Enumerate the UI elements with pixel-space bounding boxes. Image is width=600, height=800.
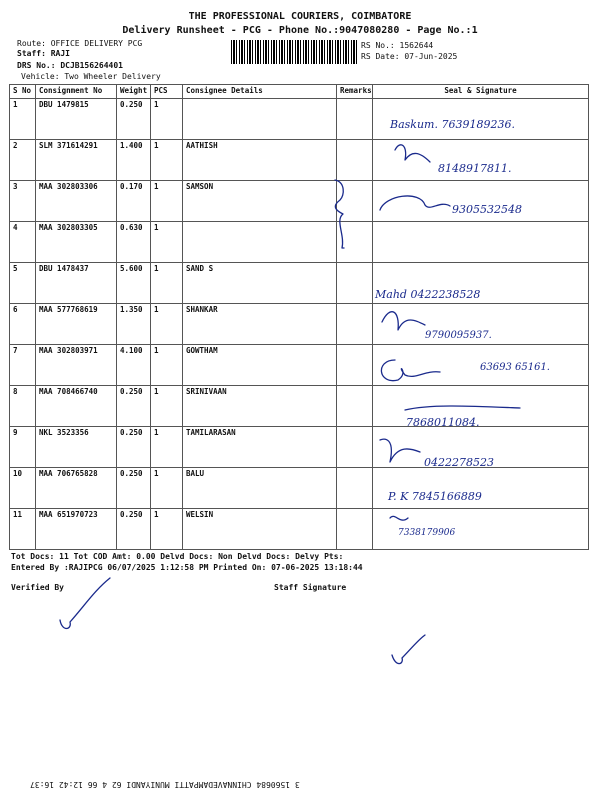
cell-weight: 0.170 [117, 181, 151, 222]
cell-weight: 0.250 [117, 509, 151, 550]
col-consignment: Consignment No [36, 85, 117, 99]
cell-pcs: 1 [151, 304, 183, 345]
cell-weight: 1.400 [117, 140, 151, 181]
signature-scribble-row-7 [381, 360, 440, 381]
cell-pcs: 1 [151, 386, 183, 427]
cell-consignment: SLM 371614291 [36, 140, 117, 181]
verified-tick [60, 578, 110, 629]
cell-pcs: 1 [151, 345, 183, 386]
cell-sno: 10 [10, 468, 36, 509]
cell-weight: 4.100 [117, 345, 151, 386]
signature-row-10: P. K 7845166889 [388, 490, 482, 503]
signature-strike-row-8 [405, 406, 520, 410]
signature-scribble-row-3 [380, 196, 450, 210]
signature-row-6: 9790095937. [425, 330, 492, 341]
cell-weight: 0.250 [117, 99, 151, 140]
staff-signature-label: Staff Signature [274, 583, 347, 592]
cell-weight: 0.250 [117, 468, 151, 509]
cell-consignee: SAND S [183, 263, 337, 304]
cell-sno: 3 [10, 181, 36, 222]
signature-scribble-row-9 [380, 439, 420, 462]
staff-label: Staff: RAJI [17, 49, 70, 58]
cell-consignment: MAA 706765828 [36, 468, 117, 509]
cell-consignment: MAA 577768619 [36, 304, 117, 345]
cell-consignee: WELSIN [183, 509, 337, 550]
cell-consignee: GOWTHAM [183, 345, 337, 386]
cell-consignee: TAMILARASAN [183, 427, 337, 468]
cell-consignee: SHANKAR [183, 304, 337, 345]
cell-sno: 8 [10, 386, 36, 427]
rs-date: RS Date: 07-Jun-2025 [361, 52, 458, 61]
col-weight: Weight [117, 85, 151, 99]
cell-pcs: 1 [151, 427, 183, 468]
signature-scribble-row-6 [382, 312, 425, 330]
cell-sno: 1 [10, 99, 36, 140]
cell-sno: 6 [10, 304, 36, 345]
staff-tick [392, 635, 425, 664]
drs-number: DRS No.: DCJB156264401 [17, 61, 123, 70]
cell-consignment: NKL 3523356 [36, 427, 117, 468]
cell-weight: 0.630 [117, 222, 151, 263]
cell-weight: 1.350 [117, 304, 151, 345]
cell-pcs: 1 [151, 263, 183, 304]
signature-scribble-row-11 [390, 516, 408, 520]
cell-consignee: BALU [183, 468, 337, 509]
cell-consignee: SRINIVAAN [183, 386, 337, 427]
cell-pcs: 1 [151, 222, 183, 263]
signature-row-3: 9305532548 [452, 203, 522, 216]
cell-pcs: 1 [151, 468, 183, 509]
cell-consignment: MAA 302803971 [36, 345, 117, 386]
col-consignee: Consignee Details [183, 85, 337, 99]
route-label: Route: OFFICE DELIVERY PCG [17, 39, 143, 48]
signature-row-8: 7868011084. [406, 416, 480, 429]
signature-row-5: Mahd 0422238528 [375, 288, 481, 301]
cell-sno: 2 [10, 140, 36, 181]
cell-pcs: 1 [151, 181, 183, 222]
cell-consignment: DBU 1479815 [36, 99, 117, 140]
signature-row-1: Baskum. 7639189236. [390, 118, 515, 131]
bottom-strip-inverted: 3 1560684 CHINNAVEDAMPATTI MUNIYANDI 62 4 66 12:42 16:37 [30, 780, 300, 789]
signature-row-9: 0422278523 [424, 456, 494, 469]
totals-line: Tot Docs: 11 Tot COD Amt: 0.00 Delvd Docs: Non Delvd Docs: Delvy Pts: [11, 552, 344, 561]
cell-consignment: DBU 1478437 [36, 263, 117, 304]
col-remarks: Remarks [337, 85, 373, 99]
remarks-brace-mark [335, 180, 344, 248]
signature-row-2: 8148917811. [438, 162, 512, 175]
cell-consignee: SAMSON [183, 181, 337, 222]
cell-sno: 9 [10, 427, 36, 468]
cell-weight: 0.250 [117, 386, 151, 427]
entered-by-line: Entered By :RAJIPCG 06/07/2025 1:12:58 PM Printed On: 07-06-2025 13:18:44 [11, 563, 363, 572]
verified-by-label: Verified By [11, 583, 64, 592]
cell-sno: 11 [10, 509, 36, 550]
signature-row-11: 7338179906 [398, 528, 456, 538]
cell-consignment: MAA 651970723 [36, 509, 117, 550]
cell-consignee: AATHISH [183, 140, 337, 181]
report-subtitle: Delivery Runsheet - PCG - Phone No.:9047080280 - Page No.:1 [122, 25, 478, 36]
cell-consignment: MAA 708466740 [36, 386, 117, 427]
cell-sno: 5 [10, 263, 36, 304]
cell-sno: 4 [10, 222, 36, 263]
cell-consignment: MAA 302803306 [36, 181, 117, 222]
vehicle-label: Vehicle: Two Wheeler Delivery [21, 72, 161, 81]
cell-sno: 7 [10, 345, 36, 386]
signature-scribble-row-2 [395, 145, 430, 162]
cell-pcs: 1 [151, 509, 183, 550]
cell-pcs: 1 [151, 140, 183, 181]
signature-row-7: 63693 65161. [480, 362, 550, 373]
cell-weight: 0.250 [117, 427, 151, 468]
report-title: THE PROFESSIONAL COURIERS, COIMBATORE [188, 11, 412, 22]
col-signature: Seal & Signature [373, 85, 589, 99]
col-pcs: PCS [151, 85, 183, 99]
cell-consignment: MAA 302803305 [36, 222, 117, 263]
cell-pcs: 1 [151, 99, 183, 140]
col-sno: S No [10, 85, 36, 99]
cell-weight: 5.600 [117, 263, 151, 304]
rs-number: RS No.: 1562644 [361, 41, 434, 50]
